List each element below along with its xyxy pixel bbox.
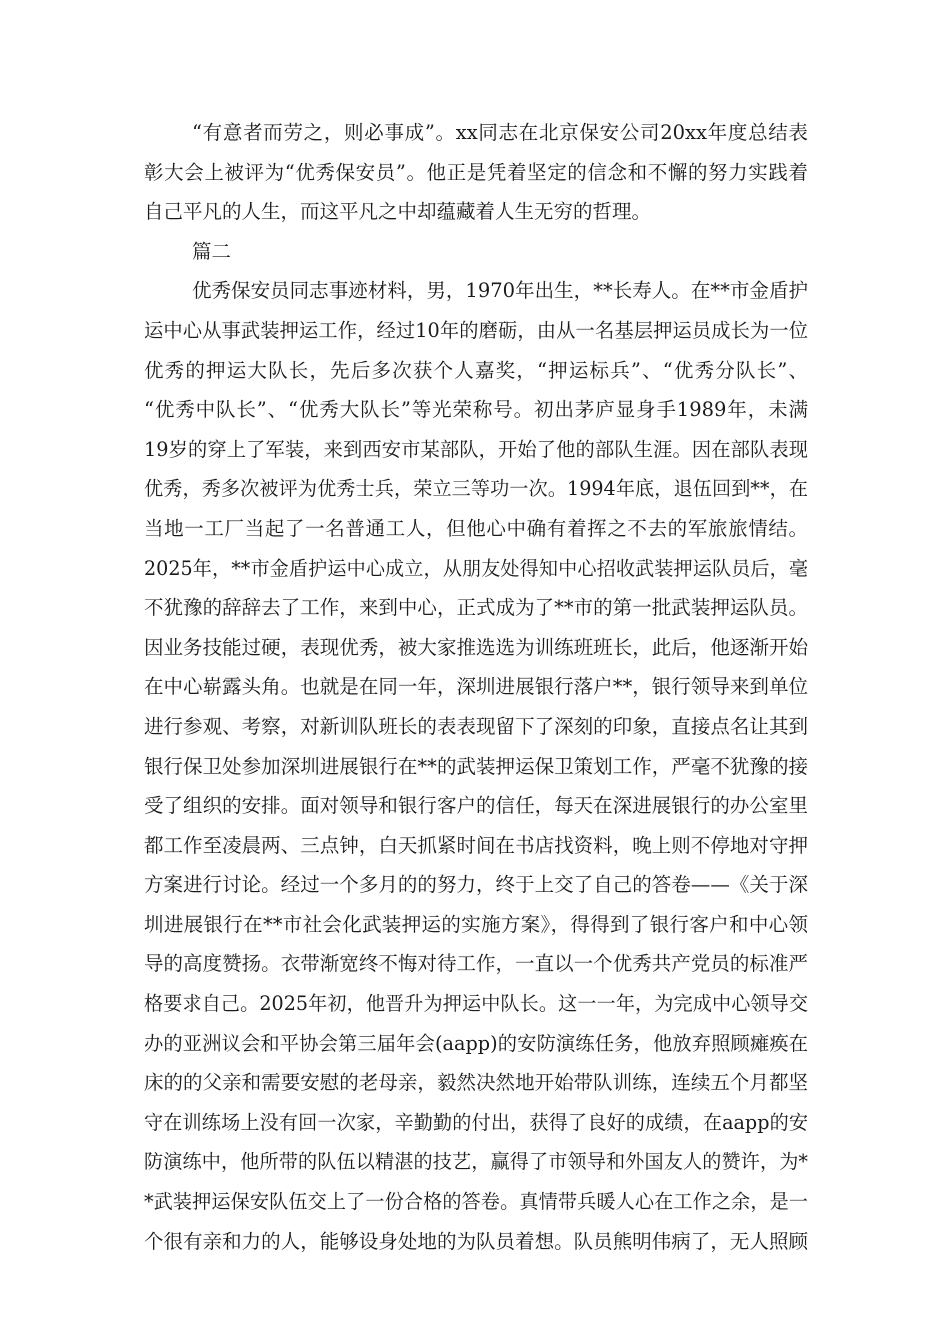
text-line: 银行保卫处参加深圳进展银行在**的武装押运保卫策划工作，严毫不犹豫的接 xyxy=(144,754,808,778)
text-line: 2025年，**市金盾护运中心成立，从朋友处得知中心招收武装押运队员后，毫 xyxy=(144,556,808,580)
paragraph-2 xyxy=(144,271,808,1261)
text-line: 优秀，秀多次被评为优秀士兵，荣立三等功一次。1994年底，退伍回到**，在 xyxy=(144,477,808,501)
text-line: 优秀保安员同志事迹材料，男，1970年出生，**长寿人。在**市金盾护 xyxy=(192,279,808,303)
text-line: 当地一工厂当起了一名普通工人，但他心中确有着挥之不去的军旅旅情结。 xyxy=(144,516,808,540)
body-text xyxy=(144,113,808,1261)
text-line: 进行参观、考察，对新训队班长的表表现留下了深刻的印象，直接点名让其到 xyxy=(144,714,808,738)
text-line: 圳进展银行在**市社会化武装押运的实施方案》，得得到了银行客户和中心领 xyxy=(144,912,808,936)
text-line: 防演练中，他所带的队伍以精湛的技艺，赢得了市领导和外国友人的赞许，为* xyxy=(144,1150,808,1174)
text-line: “优秀中队长”、“优秀大队长”等光荣称号。初出茅庐显身手1989年，未满 xyxy=(144,398,808,422)
paragraph-1 xyxy=(144,113,808,232)
text-line: “有意者而劳之，则必事成”。xx同志在北京保安公司20xx年度总结表 xyxy=(192,121,808,144)
text-line: 运中心从事武装押运工作，经过10年的磨砺，由从一名基层押运员成长为一位 xyxy=(144,318,808,342)
text-line: 床的的父亲和需要安慰的老母亲，毅然决然地开始带队训练，连续五个月都坚 xyxy=(144,1071,808,1095)
text-line: 在中心崭露头角。也就是在同一年，深圳进展银行落户**，银行领导来到单位 xyxy=(144,675,808,699)
text-line: 优秀的押运大队长，先后多次获个人嘉奖，“押运标兵”、“优秀分队长”、 xyxy=(144,358,808,382)
text-line: 自己平凡的人生，而这平凡之中却蕴藏着人生无穷的哲理。 xyxy=(144,200,652,224)
text-line: 都工作至凌晨两、三点钟，白天抓紧时间在书店找资料，晚上则不停地对守押 xyxy=(144,833,808,857)
text-line: 19岁的穿上了军装，来到西安市某部队，开始了他的部队生涯。因在部队表现 xyxy=(144,437,808,461)
text-line: 守在训练场上没有回一次家，辛勤勤的付出，获得了良好的成绩，在aapp的安 xyxy=(144,1110,808,1134)
text-line: 因业务技能过硬，表现优秀，被大家推选选为训练班班长，此后，他逐渐开始 xyxy=(144,635,808,659)
text-line: 办的亚洲议会和平协会第三届年会(aapp)的安防演练任务，他放弃照顾瘫痪在 xyxy=(144,1031,808,1055)
text-line: 格要求自己。2025年初，他晋升为押运中队长。这一一年，为完成中心领导交 xyxy=(144,992,808,1016)
text-line: 个很有亲和力的人，能够设身处地的为队员着想。队员熊明伟病了，无人照顾 xyxy=(144,1229,808,1253)
text-line: 方案进行讨论。经过一个多月的的努力，终于上交了自己的答卷——《关于深 xyxy=(144,873,808,897)
text-line: *武装押运保安队伍交上了一份合格的答卷。真情带兵暖人心在工作之余，是一 xyxy=(144,1190,808,1214)
text-line: 彰大会上被评为“优秀保安员”。他正是凭着坚定的信念和不懈的努力实践着 xyxy=(144,160,808,184)
section-heading: 篇二 xyxy=(192,239,232,263)
text-line: 受了组织的安排。面对领导和银行客户的信任，每天在深进展银行的办公室里 xyxy=(144,794,808,818)
text-line: 导的高度赞扬。衣带渐宽终不悔对待工作，一直以一个优秀共产党员的标准严 xyxy=(144,952,808,976)
text-line: 不犹豫的辞辞去了工作，来到中心，正式成为了**市的第一批武装押运队员。 xyxy=(144,596,808,620)
